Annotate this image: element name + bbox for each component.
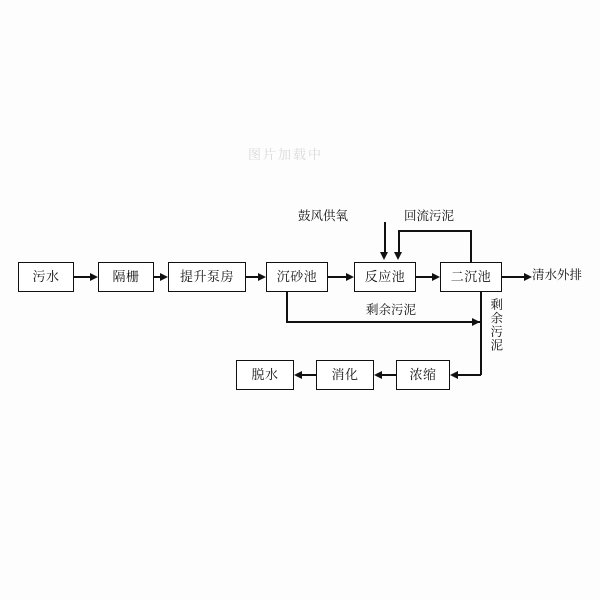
node-secondary-clarifier[interactable] [440, 262, 502, 292]
connector-blower-down [384, 222, 386, 252]
node-grit-chamber[interactable] [266, 262, 328, 292]
arrowhead-dewater [294, 371, 302, 379]
arrowhead-sludge-bus [472, 318, 480, 326]
node-label: 污水 [32, 269, 60, 285]
node-thickening[interactable] [396, 360, 450, 390]
node-label: 二沉池 [450, 269, 492, 285]
connector-clarifier-down [480, 292, 482, 375]
connector-to-thickener [458, 374, 481, 376]
label-clear-water-discharge: 清水外排 [532, 267, 583, 282]
arrowhead-return-sludge [394, 252, 402, 260]
arrowhead-blower [380, 252, 388, 260]
node-reaction-tank[interactable] [354, 262, 416, 292]
arrowhead-grille [90, 273, 98, 281]
label-blower-air-supply: 鼓风供氧 [298, 208, 349, 223]
arrowhead-pump [160, 273, 168, 281]
label-return-sludge: 回流污泥 [404, 208, 455, 223]
connector-sewage-grille [74, 276, 90, 278]
connector-return-down [398, 230, 400, 252]
connector-grit-down [286, 292, 288, 322]
node-label: 脱水 [251, 367, 279, 383]
arrowhead-digest [374, 371, 382, 379]
node-grille[interactable] [98, 262, 154, 292]
node-label: 消化 [331, 367, 359, 383]
node-sewage[interactable] [18, 262, 74, 292]
label-excess-sludge-vertical: 剩余污泥 [488, 298, 504, 352]
watermark-text: 图片加载中 [248, 148, 324, 163]
connector-pump-grit [246, 276, 258, 278]
connector-reactor-clarifier [416, 276, 432, 278]
arrowhead-outflow [524, 273, 532, 281]
node-label: 隔栅 [112, 269, 140, 285]
arrowhead-grit [258, 273, 266, 281]
node-label: 反应池 [364, 269, 406, 285]
node-digestion[interactable] [316, 360, 374, 390]
node-dewatering[interactable] [236, 360, 294, 390]
node-label: 沉砂池 [276, 269, 318, 285]
connector-thicken-digest [382, 374, 396, 376]
connector-sludge-bus [286, 321, 480, 323]
connector-return-up [470, 230, 472, 262]
connector-digest-dewater [302, 374, 316, 376]
connector-grit-reactor [328, 276, 346, 278]
arrowhead-clarifier [432, 273, 440, 281]
node-pump-house[interactable] [168, 262, 246, 292]
arrowhead-thickener [450, 371, 458, 379]
node-label: 浓缩 [409, 367, 437, 383]
label-excess-sludge: 剩余污泥 [366, 302, 417, 317]
connector-clarifier-outflow [502, 276, 524, 278]
node-label: 提升泵房 [179, 269, 234, 285]
arrowhead-reactor [346, 273, 354, 281]
connector-return-across [398, 230, 471, 232]
